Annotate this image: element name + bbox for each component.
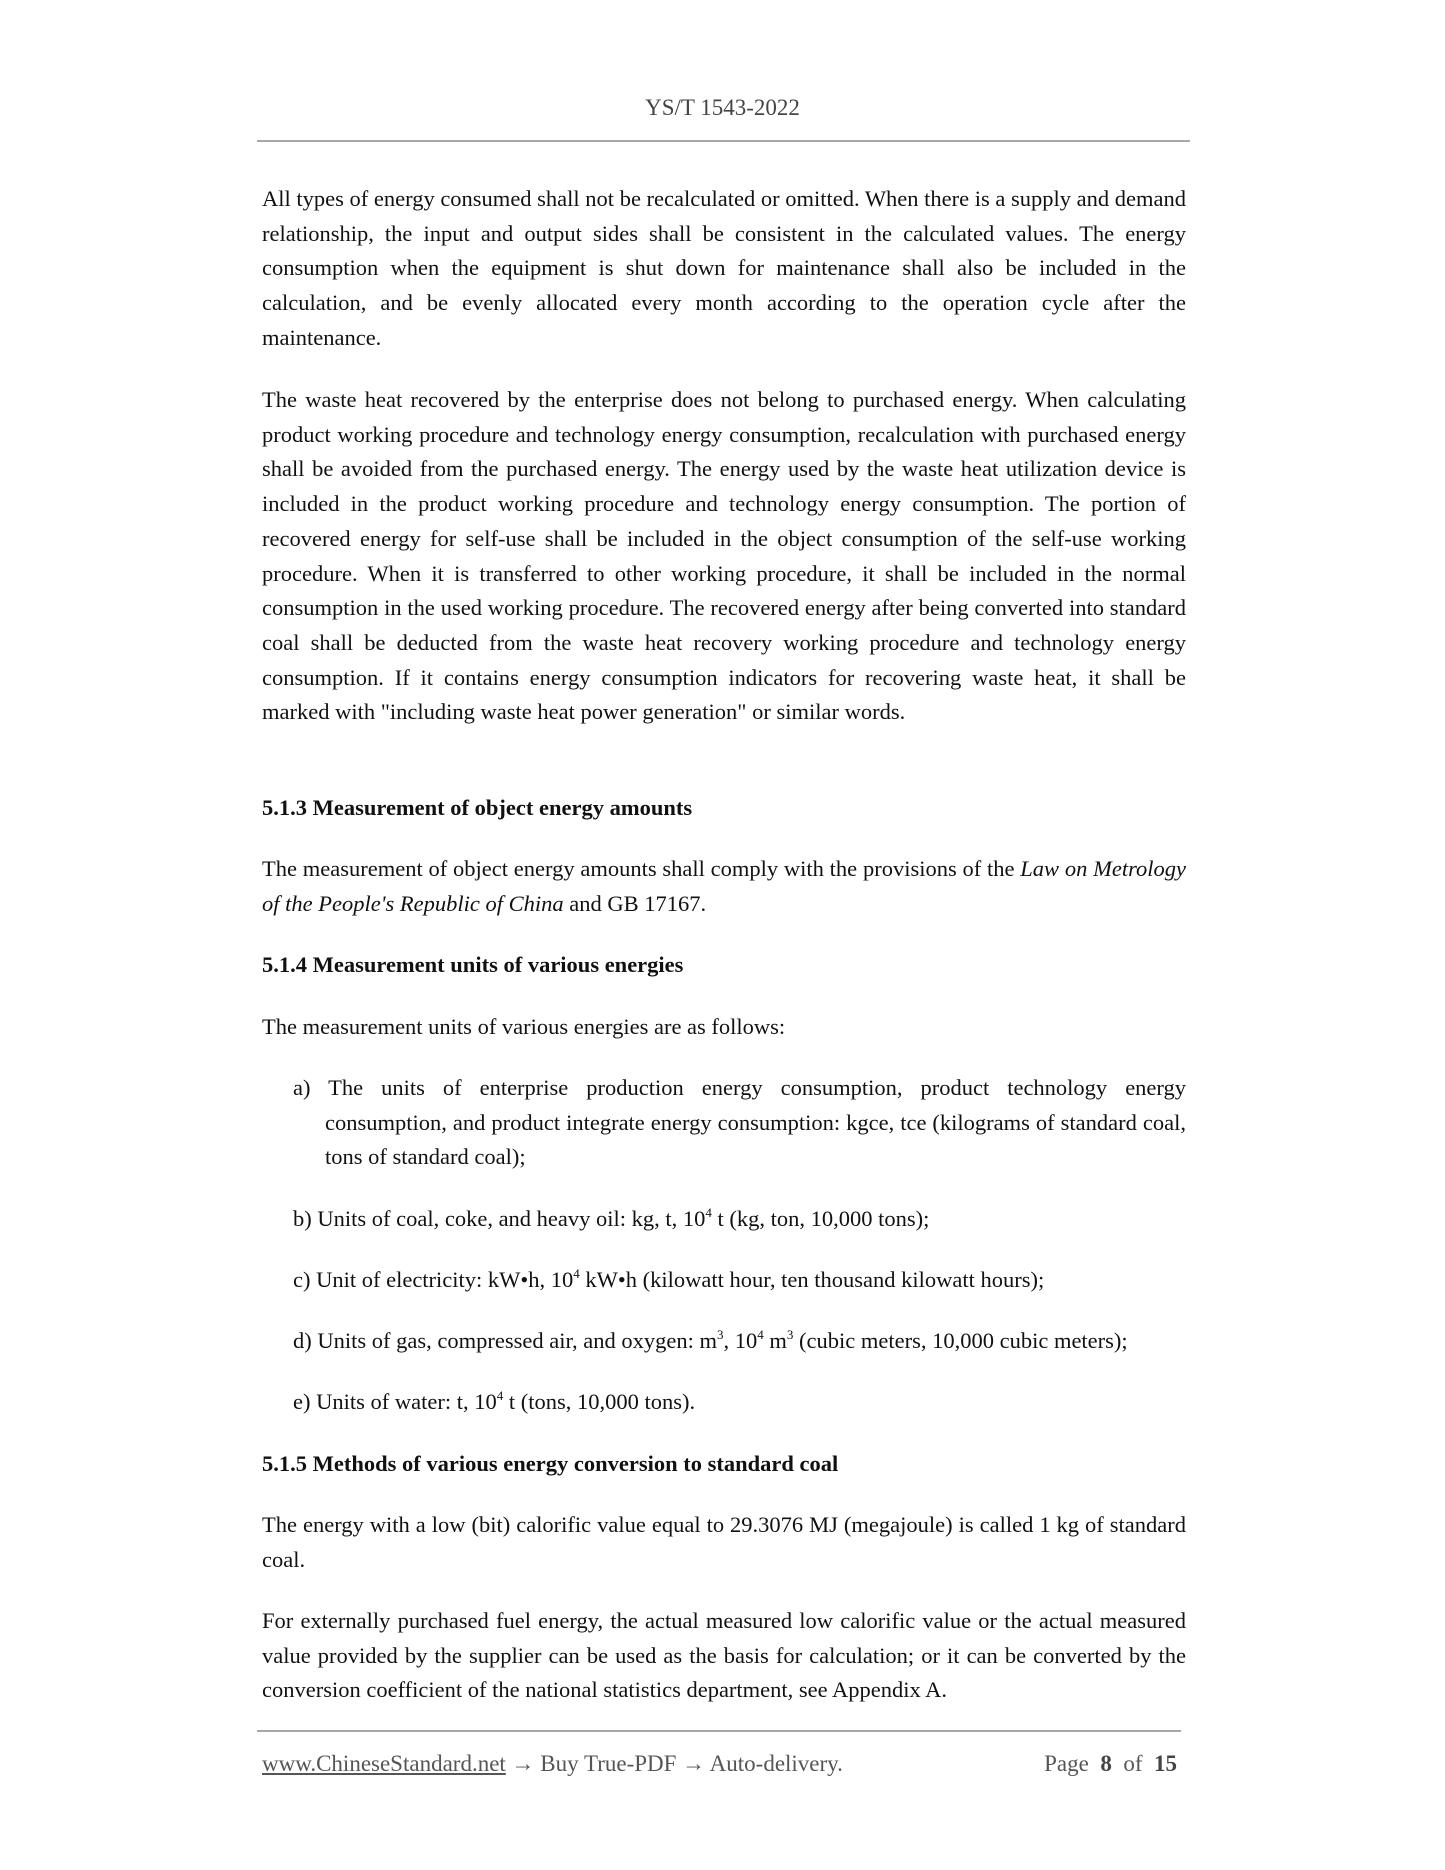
text: (cubic meters, 10,000 cubic meters); (793, 1328, 1128, 1353)
total-pages: 15 (1154, 1751, 1177, 1776)
paragraph: The waste heat recovered by the enterprise does not belong to purchased energy. When calculating product working procedure and technology energy consumption, recalculation with purchased energy shall be avoided from the purchased energy. The energy used by the waste heat utilization device is included in the product working procedure and technology energy consumption. The portion of recovered energy for self-use shall be included in the object consumption of the self-use working procedure. When it is transferred to other working procedure, it shall be included in the normal consumption in the used working procedure. The recovered energy after being converted into standard coal shall be deducted from the waste heat recovery working procedure and technology energy consumption. If it contains energy consumption indicators for recovering waste heat, it shall be marked with "including waste heat power generation" or similar words. (262, 387, 1186, 725)
paragraph: The measurement units of various energies are as follows: (262, 1014, 786, 1039)
section-heading-5-1-3: 5.1.3 Measurement of object energy amounts (262, 795, 693, 820)
superscript: 4 (496, 1388, 504, 1403)
of-label: of (1123, 1751, 1143, 1776)
text: The measurement of object energy amounts shall comply with the provisions of the (262, 856, 1021, 881)
list-item-c (293, 1263, 1186, 1298)
section-heading-5-1-5: 5.1.5 Methods of various energy conversion to standard coal (262, 1451, 839, 1476)
text: m (763, 1328, 787, 1353)
list-item-a: a) The units of enterprise production energy consumption, product technology energy consumption, and product integrate energy consumption: kgce, tce (kilograms of standard coal, tons of standard coal); (293, 1075, 1186, 1170)
promo-text: → Buy True-PDF → Auto-delivery. (505, 1751, 843, 1776)
list-item-b (293, 1202, 1186, 1237)
page-label: Page (1044, 1751, 1089, 1776)
superscript: 3 (717, 1327, 724, 1342)
text: e) Units of water: t, 10 (293, 1389, 497, 1414)
text: t (kg, ton, 10,000 tons); (711, 1206, 930, 1231)
document-id-header: YS/T 1543-2022 (645, 95, 800, 120)
paragraph: All types of energy consumed shall not be recalculated or omitted. When there is a supply and demand relationship, the input and output sides shall be consistent in the calculated values. The energy consumption when the equipment is shut down for maintenance shall also be included in the calculation, and be evenly allocated every month according to the operation cycle after the maintenance. (262, 186, 1186, 350)
superscript: 4 (573, 1266, 580, 1281)
text: c) Unit of electricity: kW•h, 10 (293, 1267, 574, 1292)
text: and GB 17167. (563, 890, 707, 916)
page-number: 8 (1100, 1751, 1112, 1776)
paragraph (262, 852, 1186, 921)
footer-divider (257, 1730, 1181, 1732)
superscript: 4 (757, 1327, 764, 1342)
text: b) Units of coal, coke, and heavy oil: kg, t, 10 (293, 1206, 706, 1231)
text: , 10 (723, 1328, 758, 1353)
website-link[interactable]: www.ChineseStandard.net (262, 1751, 506, 1776)
list-item-e (293, 1385, 1186, 1420)
section-heading-5-1-4: 5.1.4 Measurement units of various energies (262, 952, 684, 977)
superscript: 4 (705, 1205, 712, 1220)
paragraph: For externally purchased fuel energy, the actual measured low calorific value or the actual measured value provided by the supplier can be used as the basis for calculation; or it can be converted by the conversion coefficient of the national statistics department, see Appendix A. (262, 1608, 1186, 1703)
superscript: 3 (786, 1327, 794, 1342)
text: t (tons, 10,000 tons). (503, 1389, 696, 1414)
page-indicator (1044, 1751, 1177, 1777)
header-divider (257, 140, 1190, 142)
list-item-d (293, 1324, 1186, 1359)
footer-promo (262, 1751, 843, 1777)
law-title: Law on Metrology of the People's Republic of China (262, 856, 1186, 916)
text: d) Units of gas, compressed air, and oxygen: m (293, 1328, 718, 1353)
text: kW•h (kilowatt hour, ten thousand kilowatt hours); (579, 1267, 1045, 1292)
paragraph: The energy with a low (bit) calorific value equal to 29.3076 MJ (megajoule) is called 1 kg of standard coal. (262, 1512, 1186, 1572)
